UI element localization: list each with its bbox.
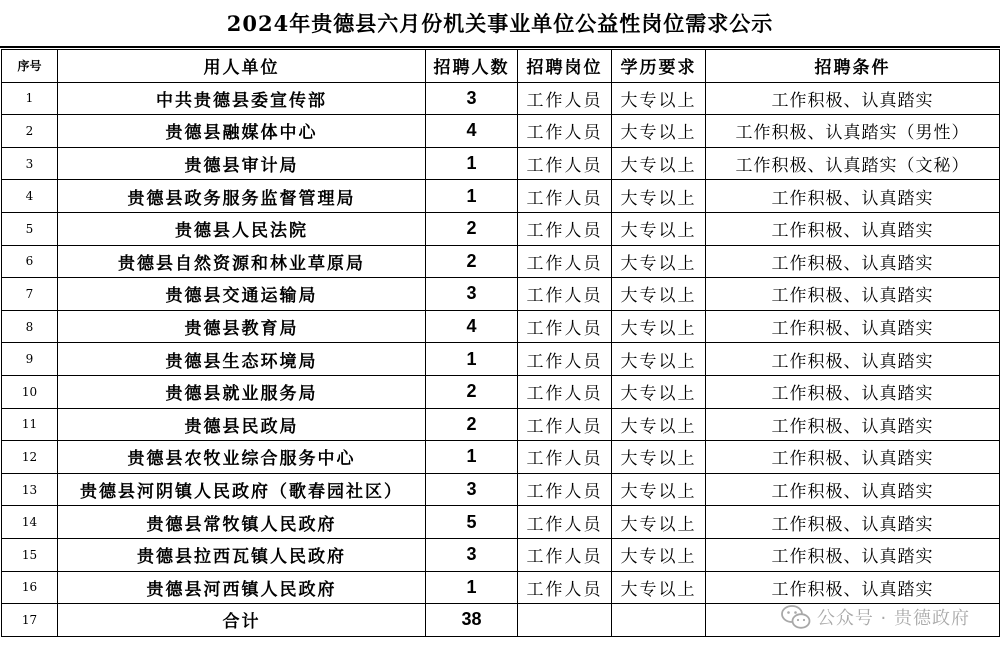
table-body xyxy=(2,82,1000,604)
table-row xyxy=(2,82,1000,115)
table-row xyxy=(2,310,1000,343)
row-education: 大专以上 xyxy=(612,212,706,245)
table-row xyxy=(2,441,1000,474)
row-seq: 13 xyxy=(2,473,58,506)
header-education: 学历要求 xyxy=(612,50,706,83)
table-row xyxy=(2,408,1000,441)
row-position: 工作人员 xyxy=(518,212,612,245)
row-condition: 工作积极、认真踏实 xyxy=(706,212,1000,245)
row-position: 工作人员 xyxy=(518,408,612,441)
row-count: 3 xyxy=(426,278,518,311)
row-unit: 中共贵德县委宣传部 xyxy=(58,82,426,115)
row-position: 工作人员 xyxy=(518,375,612,408)
row-unit: 贵德县拉西瓦镇人民政府 xyxy=(58,538,426,571)
row-position: 工作人员 xyxy=(518,82,612,115)
row-condition: 工作积极、认真踏实 xyxy=(706,408,1000,441)
row-education: 大专以上 xyxy=(612,245,706,278)
row-unit: 贵德县教育局 xyxy=(58,310,426,343)
row-unit: 贵德县河阴镇人民政府（歌春园社区） xyxy=(58,473,426,506)
row-education: 大专以上 xyxy=(612,473,706,506)
total-count: 38 xyxy=(426,604,518,637)
row-condition: 工作积极、认真踏实 xyxy=(706,571,1000,604)
watermark-text: 公众号 · 贵德政府 xyxy=(816,608,970,629)
row-position: 工作人员 xyxy=(518,571,612,604)
row-count: 5 xyxy=(426,506,518,539)
row-count: 2 xyxy=(426,375,518,408)
row-seq: 15 xyxy=(2,538,58,571)
row-seq: 16 xyxy=(2,571,58,604)
row-position: 工作人员 xyxy=(518,538,612,571)
row-count: 1 xyxy=(426,343,518,376)
row-condition: 工作积极、认真踏实 xyxy=(706,82,1000,115)
row-seq: 10 xyxy=(2,375,58,408)
row-seq: 4 xyxy=(2,180,58,213)
row-condition: 工作积极、认真踏实 xyxy=(706,310,1000,343)
row-condition: 工作积极、认真踏实 xyxy=(706,278,1000,311)
row-education: 大专以上 xyxy=(612,147,706,180)
row-unit: 贵德县民政局 xyxy=(58,408,426,441)
row-count: 4 xyxy=(426,115,518,148)
row-seq: 11 xyxy=(2,408,58,441)
row-count: 4 xyxy=(426,310,518,343)
row-count: 3 xyxy=(426,473,518,506)
row-condition: 工作积极、认真踏实 xyxy=(706,343,1000,376)
row-count: 1 xyxy=(426,147,518,180)
row-seq: 1 xyxy=(2,82,58,115)
table-row xyxy=(2,506,1000,539)
row-education: 大专以上 xyxy=(612,343,706,376)
row-condition: 工作积极、认真踏实 xyxy=(706,473,1000,506)
job-requirements-table xyxy=(1,49,1000,637)
row-education: 大专以上 xyxy=(612,538,706,571)
row-position: 工作人员 xyxy=(518,310,612,343)
row-unit: 贵德县审计局 xyxy=(58,147,426,180)
row-condition: 工作积极、认真踏实 xyxy=(706,506,1000,539)
row-seq: 2 xyxy=(2,115,58,148)
row-count: 3 xyxy=(426,538,518,571)
row-position: 工作人员 xyxy=(518,343,612,376)
row-position: 工作人员 xyxy=(518,115,612,148)
table-row xyxy=(2,473,1000,506)
row-position: 工作人员 xyxy=(518,473,612,506)
row-seq: 6 xyxy=(2,245,58,278)
row-unit: 贵德县农牧业综合服务中心 xyxy=(58,441,426,474)
row-count: 2 xyxy=(426,212,518,245)
row-education: 大专以上 xyxy=(612,506,706,539)
row-condition: 工作积极、认真踏实 xyxy=(706,375,1000,408)
row-condition: 工作积极、认真踏实 xyxy=(706,538,1000,571)
row-position: 工作人员 xyxy=(518,506,612,539)
table-row xyxy=(2,212,1000,245)
table-row xyxy=(2,147,1000,180)
row-count: 1 xyxy=(426,441,518,474)
row-education: 大专以上 xyxy=(612,310,706,343)
table-row xyxy=(2,343,1000,376)
row-seq: 14 xyxy=(2,506,58,539)
row-unit: 贵德县生态环境局 xyxy=(58,343,426,376)
row-count: 2 xyxy=(426,408,518,441)
row-unit: 贵德县就业服务局 xyxy=(58,375,426,408)
row-seq: 3 xyxy=(2,147,58,180)
row-condition: 工作积极、认真踏实（男性） xyxy=(706,115,1000,148)
row-count: 1 xyxy=(426,571,518,604)
row-seq: 9 xyxy=(2,343,58,376)
row-unit: 贵德县常牧镇人民政府 xyxy=(58,506,426,539)
row-education: 大专以上 xyxy=(612,408,706,441)
row-unit: 贵德县融媒体中心 xyxy=(58,115,426,148)
row-count: 3 xyxy=(426,82,518,115)
page-title: 2024年贵德县六月份机关事业单位公益性岗位需求公示 xyxy=(0,0,1000,48)
row-position: 工作人员 xyxy=(518,180,612,213)
table-row xyxy=(2,245,1000,278)
row-count: 1 xyxy=(426,180,518,213)
header-seq: 序号 xyxy=(2,50,58,83)
table-row xyxy=(2,180,1000,213)
row-condition: 工作积极、认真踏实（文秘） xyxy=(706,147,1000,180)
wechat-icon xyxy=(781,604,811,630)
row-education: 大专以上 xyxy=(612,375,706,408)
table-row xyxy=(2,571,1000,604)
row-unit: 贵德县自然资源和林业草原局 xyxy=(58,245,426,278)
row-seq: 5 xyxy=(2,212,58,245)
row-position: 工作人员 xyxy=(518,147,612,180)
row-seq: 8 xyxy=(2,310,58,343)
row-unit: 贵德县政务服务监督管理局 xyxy=(58,180,426,213)
header-unit: 用人单位 xyxy=(58,50,426,83)
header-count: 招聘人数 xyxy=(426,50,518,83)
row-seq: 12 xyxy=(2,441,58,474)
watermark xyxy=(781,604,970,630)
row-education: 大专以上 xyxy=(612,115,706,148)
row-count: 2 xyxy=(426,245,518,278)
total-empty-cell xyxy=(518,604,612,637)
row-education: 大专以上 xyxy=(612,441,706,474)
row-seq: 7 xyxy=(2,278,58,311)
total-empty-cell xyxy=(612,604,706,637)
header-position: 招聘岗位 xyxy=(518,50,612,83)
row-condition: 工作积极、认真踏实 xyxy=(706,245,1000,278)
total-seq: 17 xyxy=(2,604,58,637)
row-unit: 贵德县交通运输局 xyxy=(58,278,426,311)
header-condition: 招聘条件 xyxy=(706,50,1000,83)
row-education: 大专以上 xyxy=(612,180,706,213)
total-label: 合计 xyxy=(58,604,426,637)
row-position: 工作人员 xyxy=(518,278,612,311)
row-condition: 工作积极、认真踏实 xyxy=(706,441,1000,474)
row-position: 工作人员 xyxy=(518,245,612,278)
row-education: 大专以上 xyxy=(612,571,706,604)
table-row xyxy=(2,278,1000,311)
table-header-row xyxy=(2,50,1000,83)
table-row xyxy=(2,375,1000,408)
row-education: 大专以上 xyxy=(612,82,706,115)
table-row xyxy=(2,115,1000,148)
row-education: 大专以上 xyxy=(612,278,706,311)
table-row xyxy=(2,538,1000,571)
row-unit: 贵德县人民法院 xyxy=(58,212,426,245)
row-unit: 贵德县河西镇人民政府 xyxy=(58,571,426,604)
row-position: 工作人员 xyxy=(518,441,612,474)
row-condition: 工作积极、认真踏实 xyxy=(706,180,1000,213)
